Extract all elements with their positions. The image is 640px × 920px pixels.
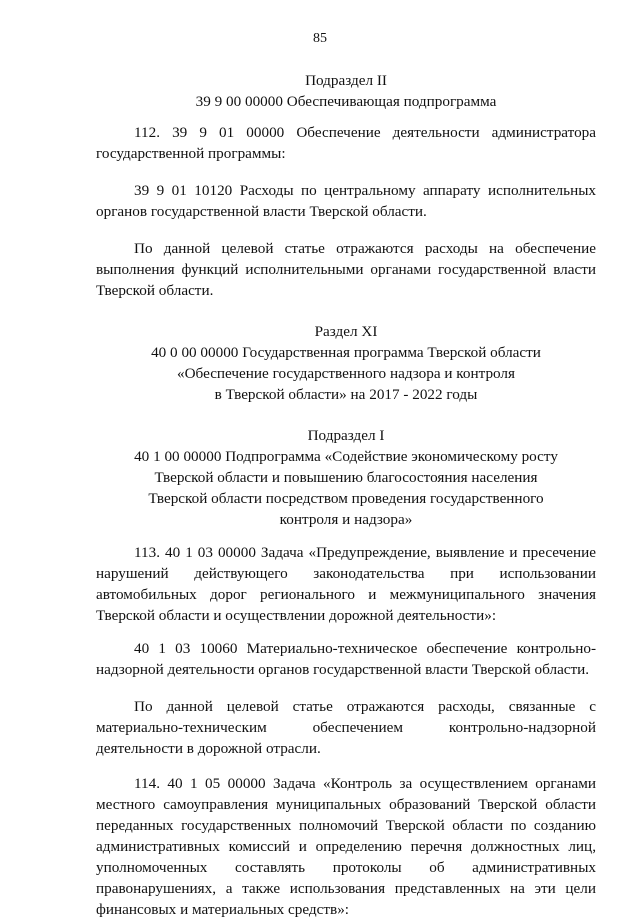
subsection-i-line-3: Тверской области посредством проведения государственного	[148, 490, 544, 507]
note-paragraph-2: По данной целевой статье отражаются расходы, связанные с материально-техническим обеспечением контрольно-надзорной деятельности в дорожной отрасли.	[96, 698, 596, 757]
subsection-i-line-1: 40 1 00 00000 Подпрограмма «Содействие экономическому росту	[134, 448, 558, 465]
subsection-ii-name: 39 9 00 00000 Обеспечивающая подпрограмма	[195, 93, 497, 110]
code-39-9-01-10120: 39 9 01 10120 Расходы по центральному аппарату исполнительных органов государственной власти Тверской области.	[96, 182, 596, 220]
subsection-i-line-4: контроля и надзора»	[279, 511, 413, 528]
code-40-1-03-10060: 40 1 03 10060 Материально-техническое обеспечение контрольно-надзорной деятельности органов государственной власти Тверской области.	[96, 640, 596, 678]
item-112: 112. 39 9 01 00000 Обеспечение деятельности администратора государственной программы:	[96, 124, 596, 162]
section-xi-line-2: «Обеспечение государственного надзора и контроля	[176, 365, 515, 382]
section-xi-line-1: 40 0 00 00000 Государственная программа Тверской области	[151, 344, 541, 361]
item-113: 113. 40 1 03 00000 Задача «Предупреждение, выявление и пресечение нарушений действующего законодательства при использовании автомобильных дорог регионального и межмуниципального значения Тверской области и осуществлении дорожной деятельности»:	[96, 544, 596, 624]
section-xi-title: Раздел XI	[314, 323, 378, 340]
item-114: 114. 40 1 05 00000 Задача «Контроль за осуществлением органами местного самоуправления муниципальных образований Тверской области переданных государственных полномочий Тверской области по созданию административных комиссий и определению перечня должностных лиц, уполномоченных составлять протоколы об административных правонарушениях, а также использования представленных на эти цели финансовых и материальных средств»:	[96, 775, 596, 918]
subsection-i-line-2: Тверской области и повышению благосостояния населения	[154, 469, 538, 486]
subsection-ii-title: Подраздел II	[305, 72, 387, 89]
document-body	[96, 70, 596, 920]
section-xi-line-3: в Тверской области» на 2017 - 2022 годы	[214, 386, 478, 403]
subsection-i-title: Подраздел I	[307, 427, 385, 444]
note-paragraph-1: По данной целевой статье отражаются расходы на обеспечение выполнения функций исполнительными органами государственной власти Тверской области.	[96, 240, 596, 299]
page-number: 85	[313, 31, 327, 46]
